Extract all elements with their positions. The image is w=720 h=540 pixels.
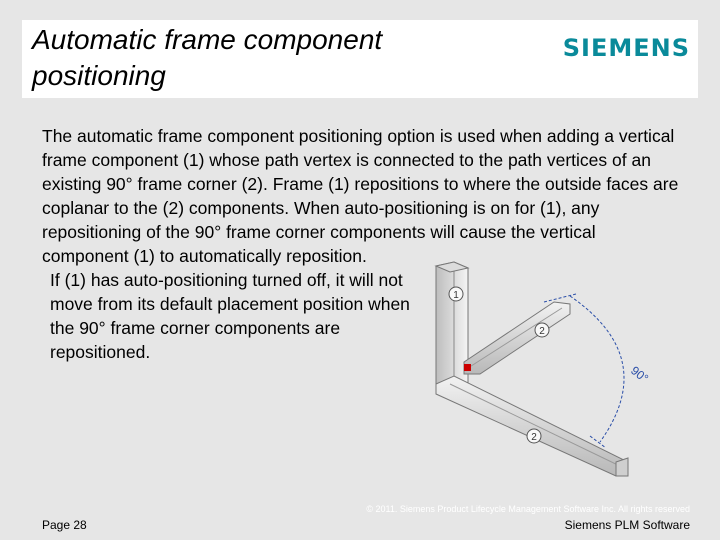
lower-frame-corner-component (436, 376, 628, 476)
path-vertex-marker (464, 364, 471, 371)
callout-2-lower (527, 429, 541, 443)
callout-1 (449, 287, 463, 301)
upper-frame-corner-component (464, 302, 570, 374)
paragraph-1: The automatic frame component positioning option is used when adding a vertical frame component (1) whose path vertex is connected to the path vertices of an existing 90° frame corner (2). Frame (1) repositions to where the outside faces are coplanar to the (2) components. When auto-positioning is on for (1), any repositioning of the 90° frame corner components will cause the vertical (42, 126, 679, 242)
dimension-leader-top (544, 294, 576, 302)
page-number: Page 28 (42, 518, 87, 532)
slide-header (22, 20, 698, 98)
footer-brand: Siemens PLM Software (564, 518, 690, 532)
svg-text:1: 1 (453, 290, 459, 301)
siemens-logo: SIEMENS (562, 34, 690, 62)
callout-2-upper (535, 323, 549, 337)
svg-text:2: 2 (531, 432, 537, 443)
paragraph-1-end: component (1) to automatically reposition. (42, 246, 367, 266)
copyright-notice: © 2011. Siemens Product Lifecycle Management Software Inc. All rights reserved (366, 504, 690, 514)
paragraph-2: If (1) has auto-positioning turned off, it will not move from its default placement position when the 90° frame corner components are repositioned. (50, 270, 410, 362)
vertical-frame-component (436, 262, 468, 392)
slide-title: Automatic frame component positioning (32, 24, 383, 91)
frame-corner-figure (420, 258, 660, 478)
svg-text:2: 2 (539, 326, 545, 337)
angle-label: 90° (628, 363, 652, 386)
angle-dimension-arc (570, 296, 624, 442)
